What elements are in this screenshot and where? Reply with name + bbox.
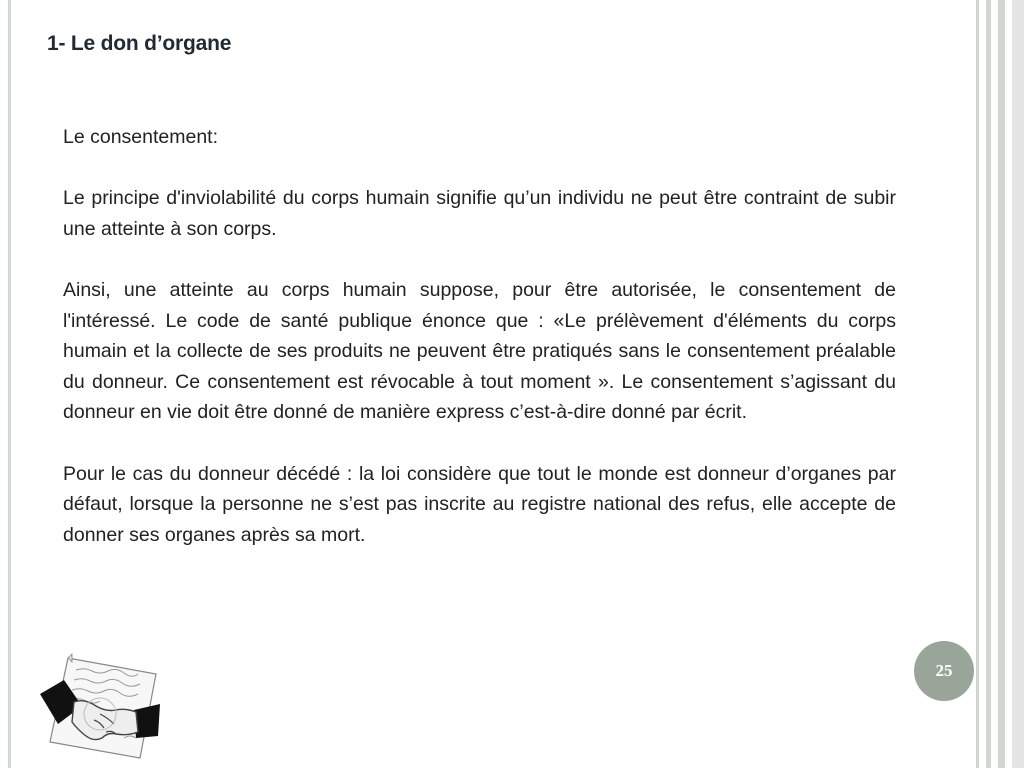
slide-frame-right (976, 0, 1024, 768)
slide-title: 1- Le don d’organe (47, 32, 232, 55)
paragraph-consent: Ainsi, une atteinte au corps humain suppose, pour être autorisée, le consentement de l'intéressé. Le code de santé publique énonce que : «Le prélèvement d'éléments du corps humain et la collecte de ses produits ne peuvent être pratiqués sans le consentement préalable du donneur. Ce consentement est révocable à tout moment ». Le consentement s’agissant du donneur en vie doit être donné de manière express c’est-à-dire donné par écrit. (63, 278, 896, 424)
slide-frame-left (8, 0, 11, 768)
paragraph-deceased-donor: Pour le cas du donneur décédé : la loi considère que tout le monde est donneur d’organes par défaut, lorsque la personne ne s’est pas inscrite au registre national des refus, elle accepte de donner ses organes après sa mort. (63, 462, 896, 546)
paragraph-heading: Le consentement: (63, 126, 219, 148)
slide-body (63, 122, 896, 550)
handshake-contract-icon (38, 650, 162, 766)
page-number-badge: 25 (914, 641, 974, 701)
paragraph-principle: Le principe d'inviolabilité du corps humain signifie qu’un individu ne peut être contraint de subir une atteinte à son corps. (63, 187, 896, 240)
